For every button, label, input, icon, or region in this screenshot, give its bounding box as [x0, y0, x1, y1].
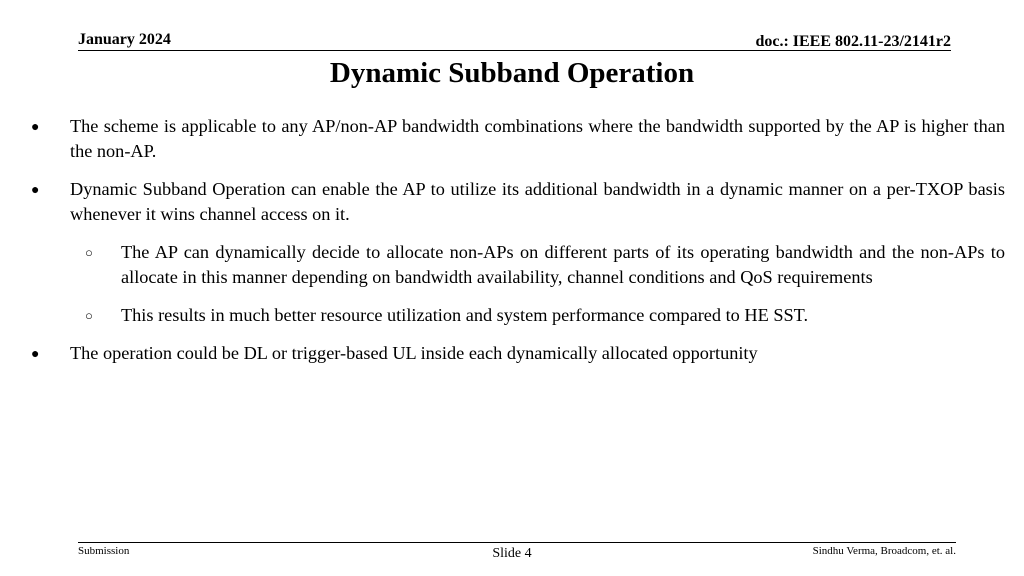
bullet-item — [31, 114, 1005, 164]
footer-authors: Sindhu Verma, Broadcom, et. al. — [812, 545, 956, 557]
sub-bullet-item — [85, 240, 1005, 290]
sub-bullet-marker: ○ — [85, 308, 93, 323]
bullet-marker: ● — [31, 347, 40, 362]
bullet-text: The scheme is applicable to any AP/non-AP bandwidth combinations where the bandwidth supported by the AP is higher than the non-AP. — [70, 116, 1005, 161]
bullet-list — [0, 114, 1024, 379]
header-divider — [78, 50, 951, 51]
footer-slide-number: Slide 4 — [492, 546, 532, 561]
footer-submission: Submission — [78, 545, 130, 557]
slide-title: Dynamic Subband Operation — [329, 57, 695, 89]
bullet-marker: ● — [31, 120, 40, 135]
bullet-text: The operation could be DL or trigger-based UL inside each dynamically allocated opportunity — [70, 343, 758, 363]
sub-bullet-marker: ○ — [85, 245, 93, 260]
header-doc-id: doc.: IEEE 802.11-23/2141r2 — [755, 33, 951, 50]
bullet-item — [31, 341, 1005, 366]
sub-bullet-text: The AP can dynamically decide to allocate non-APs on different parts of its operating bandwidth and the non-APs to allocate in this manner depending on bandwidth availability, channel conditions and QoS requirements — [121, 242, 1005, 287]
header-date: January 2024 — [78, 31, 171, 48]
bullet-item — [31, 177, 1005, 227]
footer-divider — [78, 542, 956, 543]
bullet-text: Dynamic Subband Operation can enable the AP to utilize its additional bandwidth in a dynamic manner on a per-TXOP basis whenever it wins channel access on it. — [70, 179, 1005, 224]
sub-bullet-item — [85, 303, 1005, 328]
sub-bullet-text: This results in much better resource utilization and system performance compared to HE SST. — [121, 305, 809, 325]
bullet-marker: ● — [31, 183, 40, 198]
